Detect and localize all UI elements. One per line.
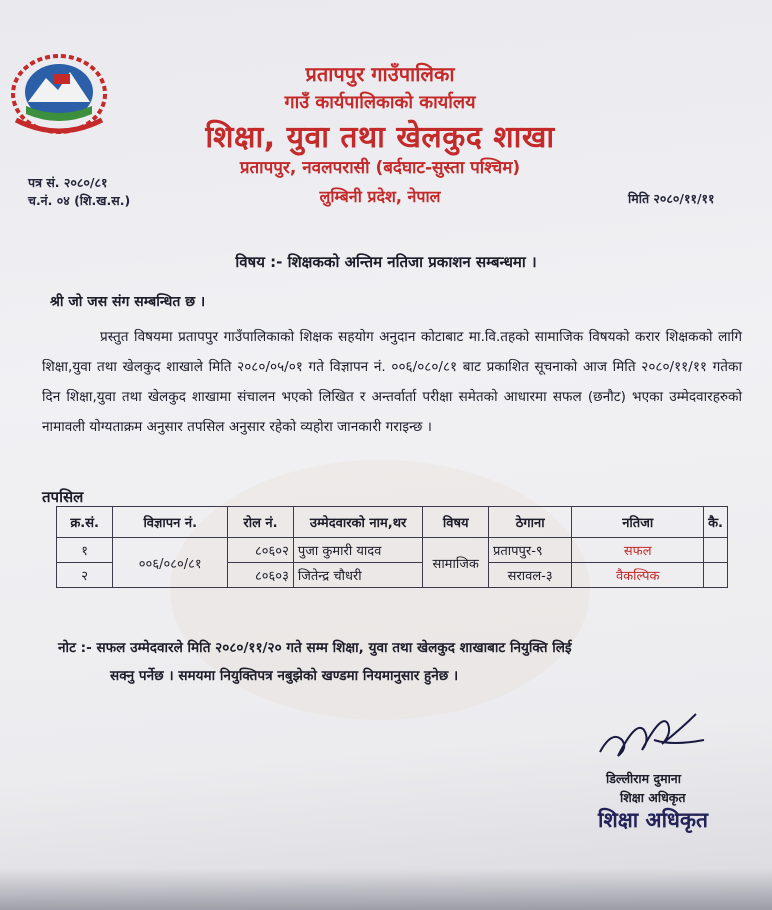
cell-candidate: पुजा कुमारी यादव (293, 538, 423, 563)
cell-roll: ८०६०२ (228, 538, 294, 563)
cell-remarks (704, 538, 728, 563)
page-shadow (0, 868, 772, 910)
cell-roll: ८०६०३ (228, 563, 294, 588)
cell-remarks (704, 563, 728, 588)
cell-subject: सामाजिक (423, 538, 489, 588)
note-line-1: नोट :- सफल उम्मेदवारले मिति २०८०/११/२० गते सम्म शिक्षा, युवा तथा खेलकुद शाखाबाट नियुक्ति लिई (58, 640, 572, 656)
branch-name: शिक्षा, युवा तथा खेलकुद शाखा (205, 120, 555, 155)
col-serial: क्र.सं. (57, 507, 113, 538)
dispatch-number: च.नं. ०४ (शि.ख.स.) (28, 193, 131, 208)
col-address: ठेगाना (488, 507, 571, 538)
letter-body (42, 322, 742, 442)
cell-address: सरावल-३ (488, 563, 571, 588)
cell-serial: १ (57, 538, 113, 563)
schedule-heading: तपसिल (42, 488, 84, 506)
letter-subject: विषय :- शिक्षकको अन्तिम नतिजा प्रकाशन सम्बन्धमा । (235, 253, 537, 271)
results-table (56, 506, 728, 588)
col-roll: रोल नं. (228, 507, 294, 538)
col-subject: विषय (423, 507, 489, 538)
salutation: श्री जो जस संग सम्बन्धित छ । (50, 294, 206, 310)
official-stamp: शिक्षा अधिकृत (598, 808, 709, 832)
col-vigyapan: विज्ञापन नं. (113, 507, 228, 538)
office-address: प्रतापपुर, नवलपरासी (बर्दघाट-सुस्ता पश्चिम) (239, 158, 521, 178)
cell-address: प्रतापपुर-९ (488, 538, 571, 563)
municipality-name: प्रतापपुर गाउँपालिका (305, 62, 455, 86)
office-name: गाउँ कार्यपालिकाको कार्यालय (284, 92, 476, 113)
cell-result: सफल (572, 538, 704, 563)
col-remarks: कै. (704, 507, 728, 538)
signer-name: डिल्लीराम दुमाना (606, 771, 681, 786)
body-paragraph: प्रस्तुत विषयमा प्रतापपुर गाउँपालिकाको शिक्षक सहयोग अनुदान कोटाबाट मा.वि.तहको सामाजिक विषयको करार शिक्षकको लागि शिक्षा,युवा तथा खेलकुद शाखाले मिति २०८०/०५/०१ गते विज्ञापन नं. ००६/०८०/८१ बाट प्रकाशित सूचनाको आज मिति २०८०/११/११ गतेका दिन शिक्षा,युवा तथा खेलकुद शाखामा संचालन भएको लिखित र अन्तर्वार्ता परीक्षा समेतको आधारमा सफल (छनौट) भएका उम्मेदवारहरुको नामावली योग्यताक्रम अनुसार तपसिल अनुसार रहेको व्यहोरा जानकारी गराइन्छ । (42, 329, 742, 435)
cell-result: वैकल्पिक (572, 563, 704, 588)
letter-number: पत्र सं. २०८०/८१ (28, 175, 108, 190)
note-line-2: सक्नु पर्नेछ । समयमा नियुक्तिपत्र नबुझेको खण्डमा नियमानुसार हुनेछ । (110, 668, 459, 684)
municipality-emblem-icon (6, 44, 112, 136)
handwritten-signature-icon (592, 700, 712, 770)
cell-candidate: जितेन्द्र चौधरी (293, 563, 423, 588)
letter-date: मिति २०८०/११/११ (628, 191, 715, 206)
cell-vigyapan: ००६/०८०/८१ (113, 538, 228, 588)
table-row (57, 538, 728, 563)
cell-serial: २ (57, 563, 113, 588)
province-name: लुम्बिनी प्रदेश, नेपाल (319, 187, 441, 206)
signer-title: शिक्षा अधिकृत (620, 790, 686, 805)
col-candidate: उम्मेदवारको नाम,थर (293, 507, 423, 538)
col-result: नतिजा (572, 507, 704, 538)
notice-note (58, 634, 758, 690)
table-header-row (57, 507, 728, 538)
